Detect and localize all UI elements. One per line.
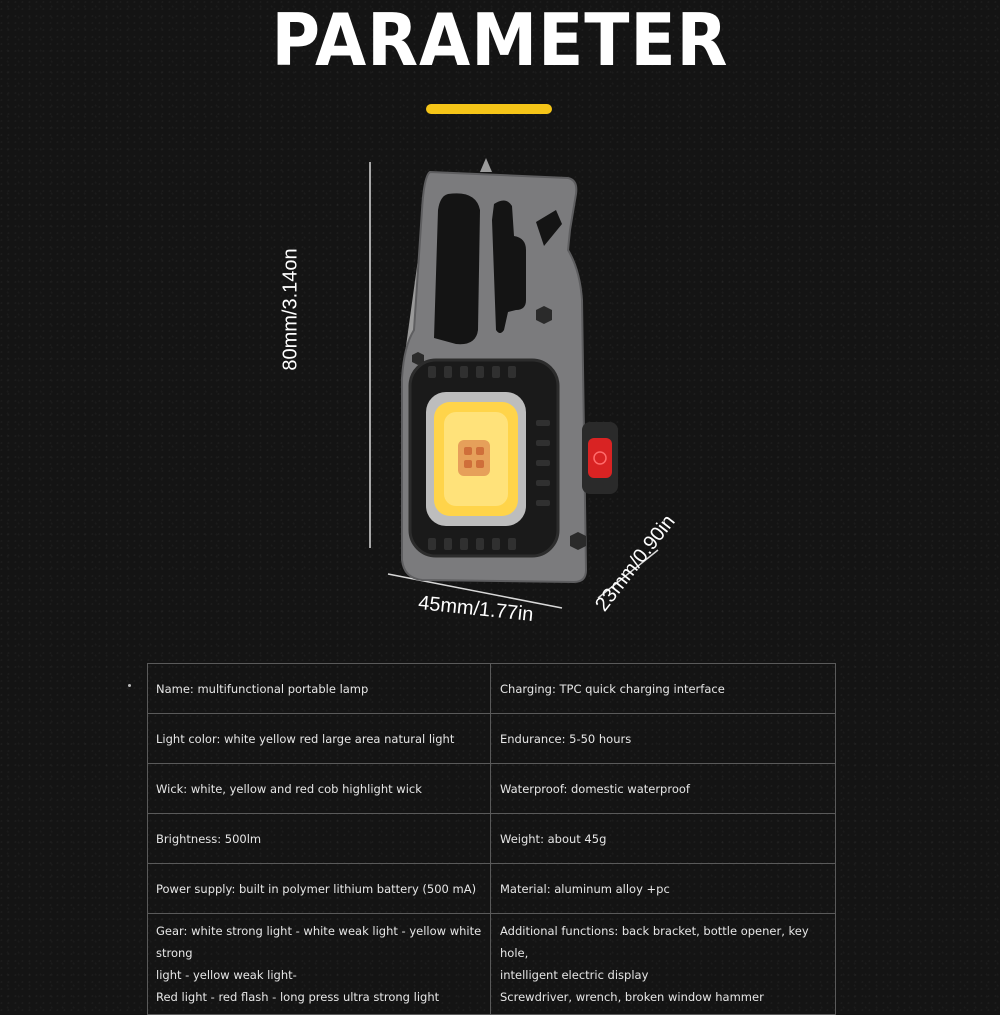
gear-line: light - yellow weak light- — [156, 968, 297, 982]
function-line: Additional functions: back bracket, bottle opener, key hole, — [500, 924, 809, 960]
spec-cell: Wick: white, yellow and red cob highlight wick — [148, 764, 491, 814]
table-row — [148, 714, 836, 764]
table-row — [148, 764, 836, 814]
frame-cutout-left — [434, 193, 480, 344]
spec-cell: Light color: white yellow red large area natural light — [148, 714, 491, 764]
height-label: 80mm/3.14on — [279, 248, 302, 371]
gear-line: Gear: white strong light - white weak light - yellow white strong — [156, 924, 482, 960]
spec-cell: Name: multifunctional portable lamp — [148, 664, 491, 714]
table-row — [148, 864, 836, 914]
specification-table — [147, 663, 836, 1015]
width-label: 45mm/1.77in — [417, 592, 535, 626]
spec-cell-functions — [491, 914, 836, 1015]
decorative-dot — [128, 684, 131, 687]
function-line: intelligent electric display — [500, 968, 649, 982]
spec-cell: Material: aluminum alloy +pc — [491, 864, 836, 914]
table-row — [148, 914, 836, 1015]
table-row — [148, 664, 836, 714]
depth-label: 23mm/0.90in — [591, 510, 680, 616]
spec-cell: Charging: TPC quick charging interface — [491, 664, 836, 714]
spec-cell: Waterproof: domestic waterproof — [491, 764, 836, 814]
spec-cell: Power supply: built in polymer lithium battery (500 mA) — [148, 864, 491, 914]
page-title: PARAMETER — [271, 0, 729, 82]
spec-cell-gear — [148, 914, 491, 1015]
spec-cell: Weight: about 45g — [491, 814, 836, 864]
power-button — [588, 438, 612, 478]
red-led-chip — [458, 440, 490, 476]
spec-cell: Endurance: 5-50 hours — [491, 714, 836, 764]
gear-line: Red light - red flash - long press ultra strong light — [156, 990, 440, 1004]
spec-cell: Brightness: 500lm — [148, 814, 491, 864]
keychain-light-illustration — [330, 150, 750, 640]
function-line: Screwdriver, wrench, broken window hammer — [500, 990, 764, 1004]
title-underline — [426, 104, 552, 114]
table-row — [148, 814, 836, 864]
window-breaker-tip — [480, 158, 492, 172]
